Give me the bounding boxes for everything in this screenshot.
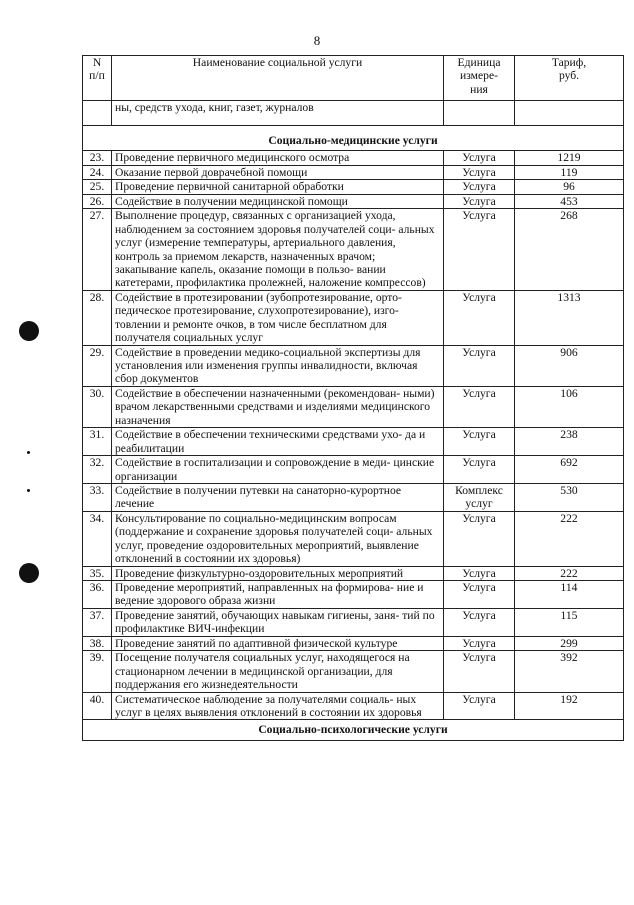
row-unit: Услуга <box>444 456 515 484</box>
row-service-name: Проведение мероприятий, направленных на формирова- ние и ведение здорового образа жизни <box>112 581 444 609</box>
row-tariff: 119 <box>515 165 624 179</box>
row-unit: Услуга <box>444 151 515 165</box>
table-body <box>83 101 624 741</box>
row-unit: Услуга <box>444 345 515 386</box>
row-tariff: 96 <box>515 180 624 194</box>
row-number: 26. <box>83 194 112 208</box>
row-unit: Услуга <box>444 194 515 208</box>
row-number: 35. <box>83 566 112 580</box>
row-service-name: Выполнение процедур, связанных с организацией ухода, наблюдением за состоянием здоровья получателей соци- альных услуг (измерение температуры, артериального давления, контроль за приемом лекарств, назначенных врачом; закапывание капель, оказание помощи в пользо- вании катетерами, профилактика пролежней, наложение компрессов) <box>112 209 444 291</box>
row-unit: Услуга <box>444 636 515 650</box>
row-unit: Услуга <box>444 180 515 194</box>
table-row <box>83 456 624 484</box>
table-row <box>83 651 624 692</box>
services-tariff-table <box>82 55 624 741</box>
page-number: 8 <box>313 33 321 48</box>
header-tariff: Тариф, руб. <box>515 56 624 101</box>
row-tariff: 268 <box>515 209 624 291</box>
row-unit: Услуга <box>444 428 515 456</box>
row-service-name: Содействие в проведении медико-социальной экспертизы для установления или изменения группы инвалидности, включая сбор документов <box>112 345 444 386</box>
row-number: 28. <box>83 290 112 345</box>
row-tariff: 114 <box>515 581 624 609</box>
row-number: 33. <box>83 483 112 511</box>
row-service-name: Проведение первичного медицинского осмотра <box>112 151 444 165</box>
row-number: 39. <box>83 651 112 692</box>
row-tariff: 1313 <box>515 290 624 345</box>
table-row <box>83 581 624 609</box>
row-unit: Комплекс услуг <box>444 483 515 511</box>
row-number: 37. <box>83 608 112 636</box>
row-unit: Услуга <box>444 581 515 609</box>
table-row <box>83 483 624 511</box>
section-header-row <box>83 720 624 740</box>
row-service-name: Содействие в получении путевки на санаторно-курортное лечение <box>112 483 444 511</box>
table-row <box>83 511 624 566</box>
table-row <box>83 180 624 194</box>
row-number <box>83 101 112 126</box>
row-service-name: Проведение первичной санитарной обработки <box>112 180 444 194</box>
row-unit: Услуга <box>444 651 515 692</box>
row-number: 29. <box>83 345 112 386</box>
scan-speck <box>27 451 30 454</box>
row-service-name: Содействие в обеспечении техническими средствами ухо- да и реабилитации <box>112 428 444 456</box>
table-row <box>83 608 624 636</box>
row-service-name: Содействие в протезировании (зубопротезирование, орто- педическое протезирование, слухопротезирование), изго- товлении и ремонте очков, в том числе бесплатном для получателя социальных услуг <box>112 290 444 345</box>
row-tariff: 238 <box>515 428 624 456</box>
row-tariff: 453 <box>515 194 624 208</box>
row-unit: Услуга <box>444 608 515 636</box>
row-tariff: 906 <box>515 345 624 386</box>
row-number: 27. <box>83 209 112 291</box>
row-unit <box>444 101 515 126</box>
table-row <box>83 165 624 179</box>
table-row <box>83 566 624 580</box>
row-tariff: 692 <box>515 456 624 484</box>
row-unit: Услуга <box>444 290 515 345</box>
row-service-name: Содействие в получении медицинской помощи <box>112 194 444 208</box>
punch-hole-bottom <box>19 563 39 583</box>
row-tariff: 1219 <box>515 151 624 165</box>
row-tariff: 222 <box>515 511 624 566</box>
row-unit: Услуга <box>444 386 515 427</box>
row-service-name: Систематическое наблюдение за получателями социаль- ных услуг в целях выявления отклонений в состоянии их здоровья <box>112 692 444 720</box>
row-service-name: Проведение физкультурно-оздоровительных мероприятий <box>112 566 444 580</box>
row-number: 23. <box>83 151 112 165</box>
row-service-name: Консультирование по социально-медицинским вопросам (поддержание и сохранение здоровья получателей соци- альных услуг, проведение оздоровительных мероприятий, выявление отклонений в состоянии их здоровья) <box>112 511 444 566</box>
scan-speck <box>27 489 30 492</box>
continuation-row <box>83 101 624 126</box>
table-row <box>83 290 624 345</box>
row-number: 32. <box>83 456 112 484</box>
section-title: Социально-медицинские услуги <box>83 126 624 151</box>
row-tariff: 530 <box>515 483 624 511</box>
table-row <box>83 692 624 720</box>
row-number: 38. <box>83 636 112 650</box>
row-tariff: 299 <box>515 636 624 650</box>
row-service-name: ны, средств ухода, книг, газет, журналов <box>112 101 444 126</box>
header-unit: Единица измере- ния <box>444 56 515 101</box>
row-service-name: Оказание первой доврачебной помощи <box>112 165 444 179</box>
row-tariff: 106 <box>515 386 624 427</box>
row-tariff: 222 <box>515 566 624 580</box>
row-number: 34. <box>83 511 112 566</box>
row-unit: Услуга <box>444 566 515 580</box>
row-unit: Услуга <box>444 511 515 566</box>
row-unit: Услуга <box>444 209 515 291</box>
section-header-row <box>83 126 624 151</box>
row-service-name: Посещение получателя социальных услуг, находящегося на стационарном лечении в медицинской организации, для поддержания его жизнедеятельности <box>112 651 444 692</box>
row-number: 36. <box>83 581 112 609</box>
table-row <box>83 636 624 650</box>
row-service-name: Проведение занятий по адаптивной физической культуре <box>112 636 444 650</box>
row-unit: Услуга <box>444 165 515 179</box>
header-service-name: Наименование социальной услуги <box>112 56 444 101</box>
row-tariff: 115 <box>515 608 624 636</box>
table-row <box>83 151 624 165</box>
row-service-name: Содействие в госпитализации и сопровождение в меди- цинские организации <box>112 456 444 484</box>
row-unit: Услуга <box>444 692 515 720</box>
table-header-row <box>83 56 624 101</box>
row-tariff <box>515 101 624 126</box>
row-tariff: 392 <box>515 651 624 692</box>
table-row <box>83 209 624 291</box>
row-number: 31. <box>83 428 112 456</box>
row-number: 25. <box>83 180 112 194</box>
table-row <box>83 386 624 427</box>
table-row <box>83 345 624 386</box>
row-number: 30. <box>83 386 112 427</box>
row-number: 40. <box>83 692 112 720</box>
section-title: Социально-психологические услуги <box>83 720 624 740</box>
row-tariff: 192 <box>515 692 624 720</box>
punch-hole-top <box>19 321 39 341</box>
row-number: 24. <box>83 165 112 179</box>
table-row <box>83 428 624 456</box>
header-number: N п/п <box>83 56 112 101</box>
row-service-name: Содействие в обеспечении назначенными (рекомендован- ными) врачом лекарственными средствами и изделиями медицинского назначения <box>112 386 444 427</box>
table-row <box>83 194 624 208</box>
row-service-name: Проведение занятий, обучающих навыкам гигиены, заня- тий по профилактике ВИЧ-инфекции <box>112 608 444 636</box>
